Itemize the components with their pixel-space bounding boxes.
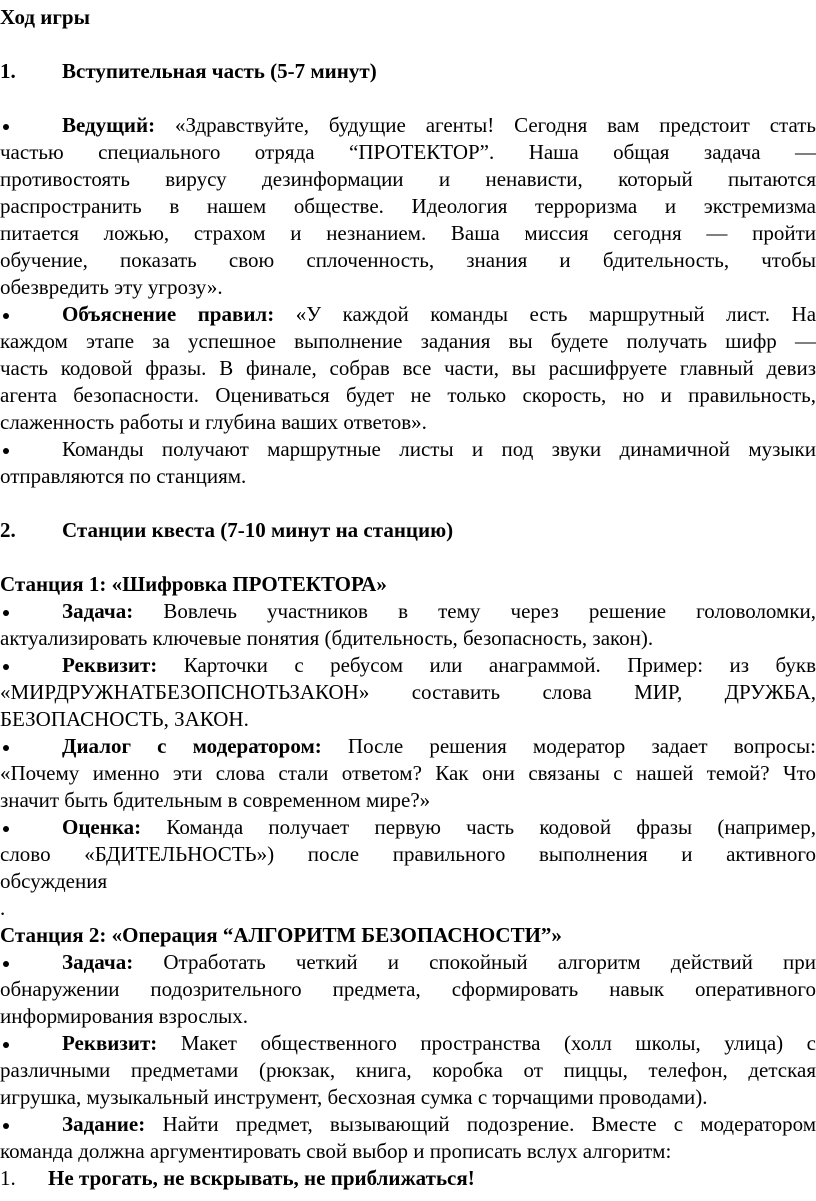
rules-text-line: «У каждой команды есть маршрутный лист. На xyxy=(295,302,816,326)
stray-dot: . xyxy=(0,896,6,920)
host-text-line: противостоять вирусу дезинформации и ненависти, который пытаются xyxy=(0,167,816,191)
host-text-line: «Здравствуйте, будущие агенты! Сегодня вам предстоит стать xyxy=(175,113,816,137)
s1-score-line: обсуждения xyxy=(0,869,108,893)
s1-props-line: «МИРДРУЖНАТБЕЗОПСНОТЬЗАКОН» составить слова МИР, ДРУЖБА, xyxy=(0,680,816,704)
host-text-line: распространить в нашем обществе. Идеология терроризма и экстремизма xyxy=(0,194,816,218)
host-text-line: частью специального отряда “ПРОТЕКТОР”. Наша общая задача — xyxy=(0,140,816,164)
host-text-line: обучение, показать свою сплоченность, знания и бдительность, чтобы xyxy=(0,248,816,272)
s1-dialog-line: значит быть бдительным в современном мире?» xyxy=(0,788,431,812)
s2-props-label: Реквизит: xyxy=(62,1031,158,1055)
rules-text-line: слаженность работы и глубина ваших ответов». xyxy=(0,410,427,434)
s1-score-label: Оценка: xyxy=(62,815,142,839)
s2-assignment-line: Найти предмет, вызывающий подозрение. Вместе с модератором xyxy=(162,1112,816,1136)
s1-dialog-line: После решения модератор задает вопросы: xyxy=(347,734,816,758)
s1-task-line: Вовлечь участников в тему через решение головоломки, xyxy=(163,599,816,623)
section-2-number: 2. xyxy=(0,518,16,542)
rules-text-line: часть кодовой фразы. В финале, собрав все части, вы расшифруете главный девиз xyxy=(0,356,816,380)
section-2-title: Станции квеста (7-10 минут на станцию) xyxy=(62,518,454,542)
s1-task-line: актуализировать ключевые понятия (бдительность, безопасность, закон). xyxy=(0,626,654,650)
s2-task-line: обнаружении подозрительного предмета, сформировать навык оперативного xyxy=(0,977,816,1001)
station-1-title: Станция 1: «Шифровка ПРОТЕКТОРА» xyxy=(0,572,387,596)
host-text-line: питается ложью, страхом и незнанием. Ваша миссия сегодня — пройти xyxy=(0,221,816,245)
s1-props-label: Реквизит: xyxy=(62,653,158,677)
s2-props-line: игрушка, музыкальный инструмент, бесхозная сумка с торчащими проводами). xyxy=(0,1085,708,1109)
section-1-title: Вступительная часть (5-7 минут) xyxy=(62,59,377,83)
routes-text-line: отправляются по станциям. xyxy=(0,464,247,488)
s1-dialog-line: «Почему именно эти слова стали ответом? Как они связаны с нашей темой? Что xyxy=(0,761,816,785)
s2-task-line: Отработать четкий и спокойный алгоритм действий при xyxy=(163,950,816,974)
s1-score-line: Команда получает первую часть кодовой фразы (например, xyxy=(166,815,816,839)
s1-props-line: БЕЗОПАСНОСТЬ, ЗАКОН. xyxy=(0,707,249,731)
s2-task-line: информирования взрослых. xyxy=(0,1004,249,1028)
s2-task-label: Задача: xyxy=(62,950,134,974)
rules-text-line: агента безопасности. Оцениваться будет не только скорость, но и правильность, xyxy=(0,383,816,407)
s1-dialog-label: Диалог с модератором: xyxy=(62,734,322,758)
s2-assignment-line: команда должна аргументировать свой выбор и прописать вслух алгоритм: xyxy=(0,1139,672,1163)
station-2-title: Станция 2: «Операция “АЛГОРИТМ БЕЗОПАСНОСТИ”» xyxy=(0,923,562,947)
s1-score-line: слово «БДИТЕЛЬНОСТЬ») после правильного выполнения и активного xyxy=(0,842,816,866)
s1-task-label: Задача: xyxy=(62,599,134,623)
rules-label: Объяснение правил: xyxy=(62,302,275,326)
s2-props-line: различными предметами (рюкзак, книга, коробка от пиццы, телефон, детская xyxy=(0,1058,816,1082)
rules-text-line: каждом этапе за успешное выполнение задания вы будете получать шифр — xyxy=(0,329,816,353)
routes-text-line: Команды получают маршрутные листы и под звуки динамичной музыки xyxy=(62,437,816,461)
s2-assignment-label: Задание: xyxy=(62,1112,146,1136)
host-text-line: обезвредить эту угрозу». xyxy=(0,275,223,299)
step-1-number: 1. xyxy=(0,1166,16,1190)
section-1-number: 1. xyxy=(0,59,16,83)
host-label: Ведущий: xyxy=(62,113,156,137)
step-1-text: Не трогать, не вскрывать, не приближаться! xyxy=(48,1166,475,1190)
s2-props-line: Макет общественного пространства (холл школы, улица) с xyxy=(180,1031,816,1055)
s1-props-line: Карточки с ребусом или анаграммой. Пример: из букв xyxy=(183,653,816,677)
page-heading: Ход игры xyxy=(0,5,90,29)
